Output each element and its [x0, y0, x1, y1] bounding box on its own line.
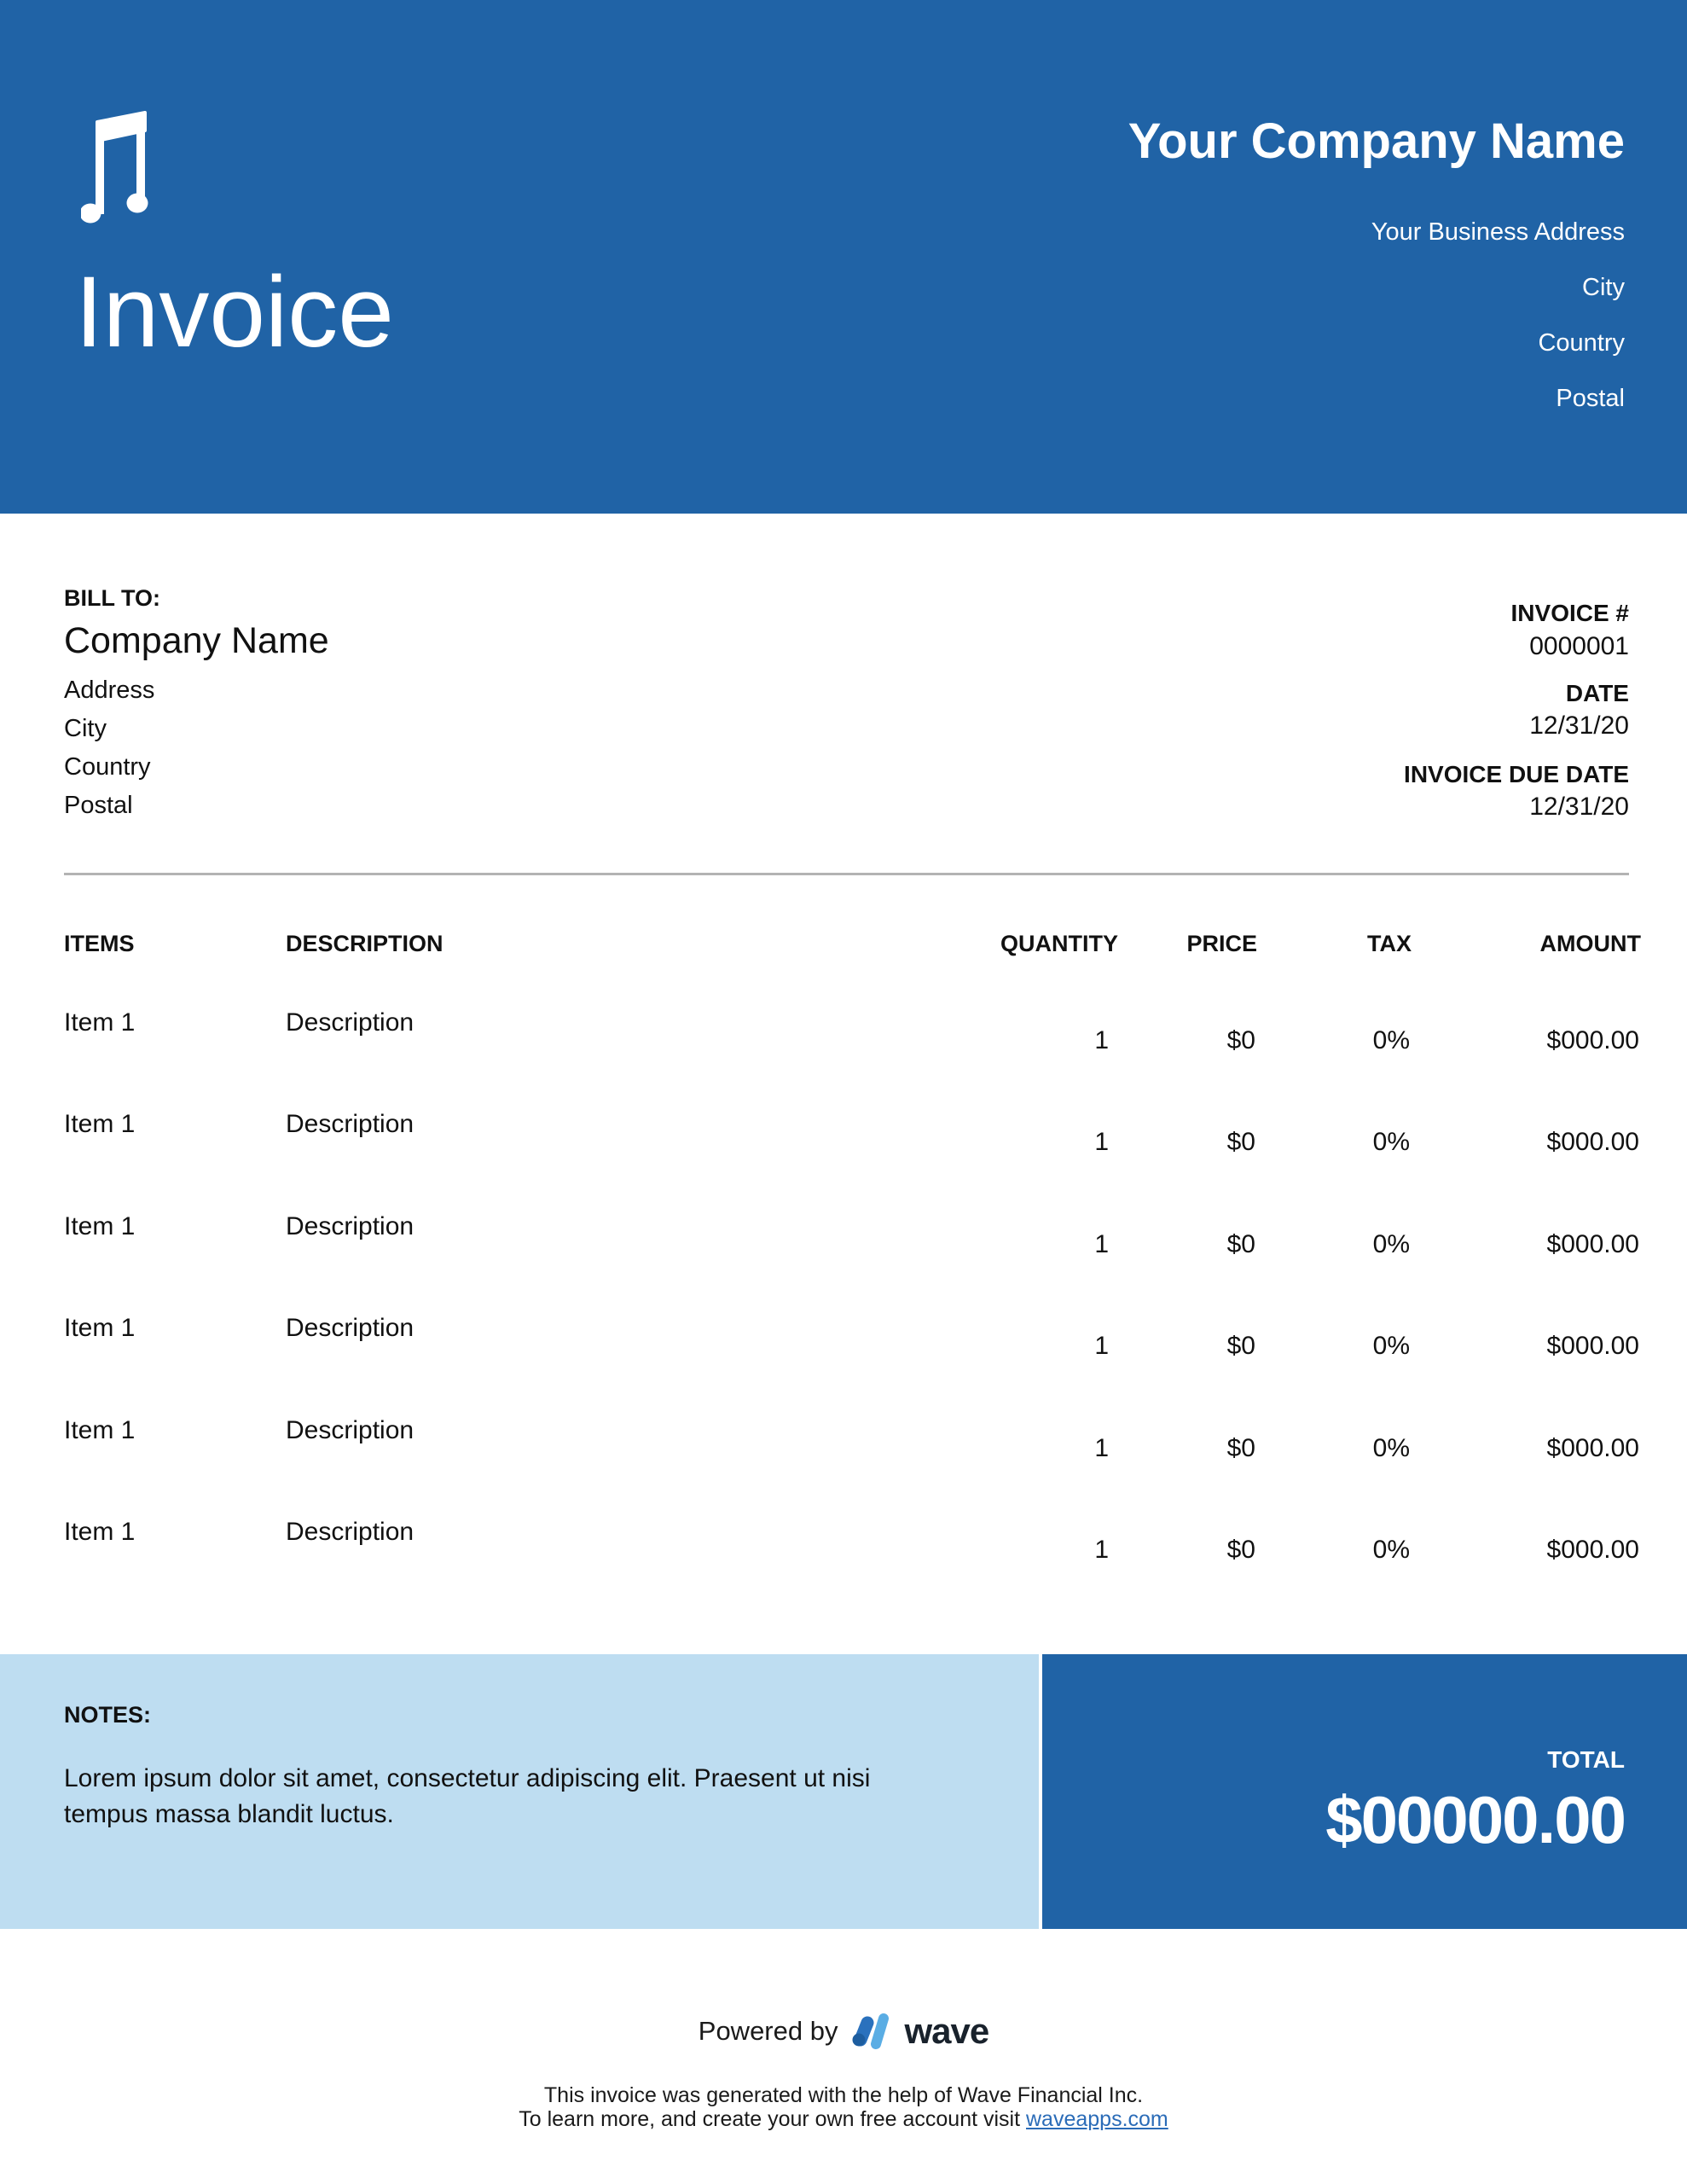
footer-learn-more-text — [0, 2107, 1687, 2132]
row-description: Description — [286, 1212, 415, 1240]
due-date-label: INVOICE DUE DATE — [1404, 761, 1629, 787]
date-value: 12/31/20 — [1529, 712, 1629, 740]
company-address-city: City — [1582, 274, 1625, 301]
invoice-number-label: INVOICE # — [1510, 600, 1629, 626]
notes-label: NOTES: — [64, 1702, 152, 1728]
row-description: Description — [286, 1008, 415, 1037]
col-header-tax: TAX — [1367, 931, 1412, 956]
date-label: DATE — [1565, 680, 1629, 706]
bill-to-address-block — [64, 671, 154, 825]
col-header-items: ITEMS — [64, 931, 135, 956]
row-tax: 0% — [1372, 1332, 1410, 1360]
row-amount: $000.00 — [1546, 1026, 1639, 1054]
row-description: Description — [286, 1518, 415, 1546]
company-address-postal: Postal — [1556, 385, 1625, 412]
bill-to-country: Country — [64, 753, 151, 781]
bill-to-company: Company Name — [64, 620, 329, 661]
row-tax: 0% — [1372, 1128, 1410, 1156]
row-item: Item 1 — [64, 1314, 136, 1342]
notes-text-line: Lorem ipsum dolor sit amet, consectetur adipiscing elit. Praesent ut nisi — [64, 1764, 871, 1792]
invoice-number-value: 0000001 — [1529, 632, 1629, 660]
page-title: Invoice — [75, 256, 394, 369]
total-amount: $00000.00 — [1325, 1782, 1625, 1857]
wave-wordmark: wave — [904, 2011, 989, 2051]
row-quantity: 1 — [1094, 1536, 1109, 1564]
bill-to-postal: Postal — [64, 792, 133, 819]
powered-by-row — [0, 2009, 1687, 2053]
row-quantity: 1 — [1094, 1434, 1109, 1462]
total-label: TOTAL — [1547, 1746, 1625, 1773]
row-tax: 0% — [1372, 1026, 1410, 1054]
row-description: Description — [286, 1314, 415, 1342]
row-price: $0 — [1226, 1230, 1255, 1258]
row-item: Item 1 — [64, 1518, 136, 1546]
col-header-price: PRICE — [1186, 931, 1257, 956]
row-price: $0 — [1226, 1434, 1255, 1462]
row-tax: 0% — [1372, 1434, 1410, 1462]
row-item: Item 1 — [64, 1110, 136, 1138]
row-description: Description — [286, 1416, 415, 1444]
row-quantity: 1 — [1094, 1230, 1109, 1258]
footer-learn-more-prefix: To learn more, and create your own free account visit — [519, 2107, 1021, 2131]
row-price: $0 — [1226, 1536, 1255, 1564]
row-price: $0 — [1226, 1332, 1255, 1360]
section-divider — [64, 873, 1629, 875]
col-header-description: DESCRIPTION — [286, 931, 443, 956]
waveapps-link[interactable]: waveapps.com — [1026, 2107, 1168, 2131]
company-address-block — [1371, 205, 1625, 427]
bill-to-address: Address — [64, 677, 155, 704]
notes-text-line: tempus massa blandit luctus. — [64, 1800, 394, 1828]
company-address-country: Country — [1538, 329, 1625, 357]
row-tax: 0% — [1372, 1536, 1410, 1564]
row-quantity: 1 — [1094, 1332, 1109, 1360]
row-price: $0 — [1226, 1128, 1255, 1156]
row-amount: $000.00 — [1546, 1434, 1639, 1462]
row-amount: $000.00 — [1546, 1230, 1639, 1258]
header-banner — [0, 0, 1687, 514]
bill-to-city: City — [64, 715, 107, 742]
row-item: Item 1 — [64, 1008, 136, 1037]
row-quantity: 1 — [1094, 1026, 1109, 1054]
company-name: Your Company Name — [1128, 113, 1625, 169]
wave-logo-icon — [849, 2012, 892, 2051]
company-address-line: Your Business Address — [1371, 218, 1625, 246]
row-tax: 0% — [1372, 1230, 1410, 1258]
powered-by-label: Powered by — [698, 2016, 838, 2046]
row-amount: $000.00 — [1546, 1332, 1639, 1360]
col-header-amount: AMOUNT — [1539, 931, 1641, 956]
col-header-quantity: QUANTITY — [1000, 931, 1118, 956]
bill-to-label: BILL TO: — [64, 585, 160, 611]
music-note-icon — [81, 109, 149, 227]
row-item: Item 1 — [64, 1416, 136, 1444]
row-amount: $000.00 — [1546, 1536, 1639, 1564]
row-quantity: 1 — [1094, 1128, 1109, 1156]
row-item: Item 1 — [64, 1212, 136, 1240]
row-price: $0 — [1226, 1026, 1255, 1054]
notes-text — [64, 1761, 870, 1833]
due-date-value: 12/31/20 — [1529, 793, 1629, 821]
footer-generated-text: This invoice was generated with the help of Wave Financial Inc. — [543, 2083, 1144, 2107]
row-description: Description — [286, 1110, 415, 1138]
row-amount: $000.00 — [1546, 1128, 1639, 1156]
